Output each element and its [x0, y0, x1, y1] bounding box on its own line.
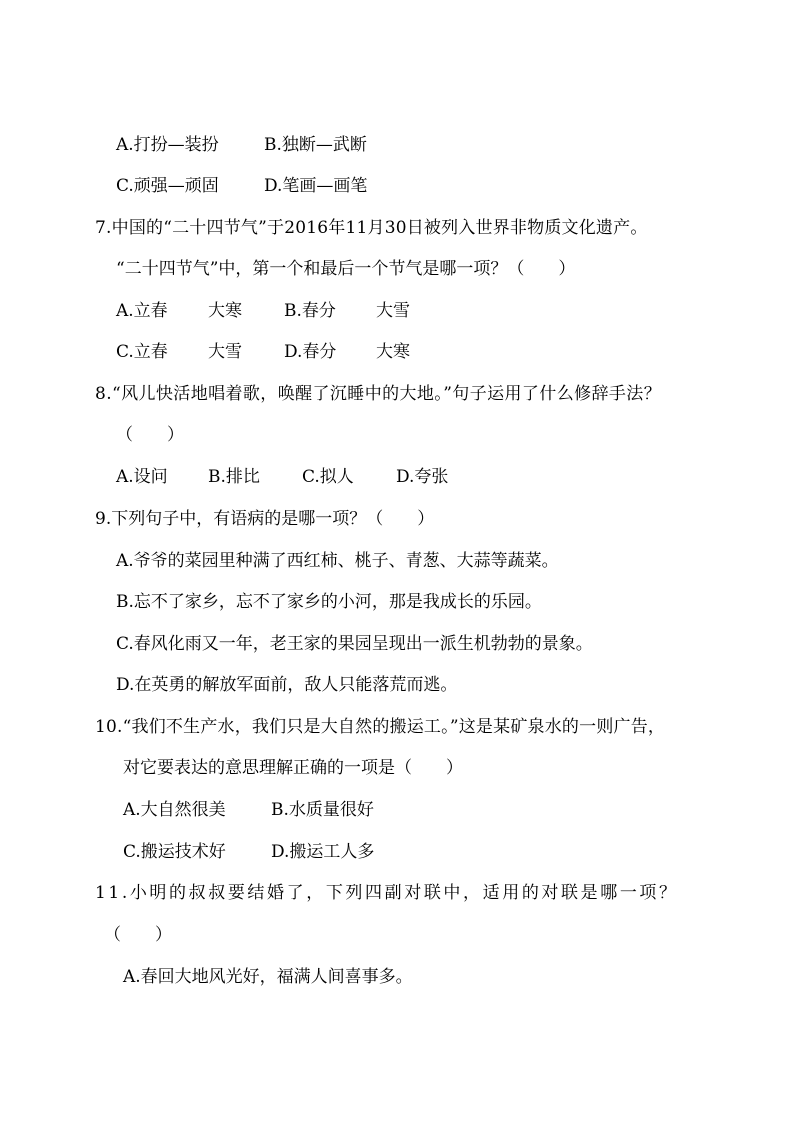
q10-option-c: C.搬运技术好: [123, 842, 226, 862]
q6-option-b: B.独断—武断: [264, 135, 367, 155]
q7-stem-line2: “二十四节气”中，第一个和最后一个节气是哪一项？（ ）: [116, 259, 576, 279]
q9-option-b: B.忘不了家乡，忘不了家乡的小河，那是我成长的乐园。: [116, 592, 542, 612]
q8-stem-line2: （ ）: [116, 425, 184, 445]
q6-option-d: D.笔画—画笔: [264, 176, 368, 196]
q7-option-a-label: A.立春: [116, 301, 168, 321]
q9-option-c: C.春风化雨又一年，老王家的果园呈现出一派生机勃勃的景象。: [116, 634, 593, 654]
q7-option-d-value: 大寒: [376, 342, 410, 362]
q8-option-a: A.设问: [116, 467, 168, 487]
q10-option-a: A.大自然很美: [123, 800, 226, 820]
q7-option-a-value: 大寒: [208, 301, 242, 321]
q7-option-d-label: D.春分: [284, 342, 337, 362]
q8-option-c: C.拟人: [302, 467, 354, 487]
q11-option-a: A.春回大地风光好，福满人间喜事多。: [123, 967, 413, 987]
q9-stem: 9.下列句子中，有语病的是哪一项？（ ）: [95, 509, 435, 529]
q8-option-b: B.排比: [208, 467, 260, 487]
q11-stem-line1: 11.小明的叔叔要结婚了，下列四副对联中，适用的对联是哪一项？: [95, 883, 679, 903]
q10-option-b: B.水质量很好: [271, 800, 374, 820]
q10-stem-line2: 对它要表达的意思理解正确的一项是（ ）: [123, 758, 463, 778]
q7-option-b-value: 大雪: [376, 301, 410, 321]
q9-option-a: A.爷爷的菜园里种满了西红柿、桃子、青葱、大蒜等蔬菜。: [116, 551, 559, 571]
q7-option-b-label: B.春分: [284, 301, 336, 321]
q11-stem-line2: （ ）: [104, 925, 172, 945]
q10-option-d: D.搬运工人多: [271, 842, 375, 862]
q8-option-d: D.夸张: [396, 467, 449, 487]
q9-option-d: D.在英勇的解放军面前，敌人只能落荒而逃。: [116, 675, 458, 695]
q8-stem-line1: 8.“风儿快活地唱着歌，唤醒了沉睡中的大地。”句子运用了什么修辞手法？: [95, 384, 662, 404]
q10-stem-line1: 10.“我们不生产水，我们只是大自然的搬运工。”这是某矿泉水的一则广告，: [95, 717, 666, 737]
q7-option-c-value: 大雪: [208, 342, 242, 362]
q7-option-c-label: C.立春: [116, 342, 168, 362]
q6-option-a: A.打扮—装扮: [116, 135, 219, 155]
q6-option-c: C.顽强—顽固: [116, 176, 219, 196]
q7-stem-line1: 7.中国的“二十四节气”于2016年11月30日被列入世界非物质文化遗产。: [95, 218, 648, 238]
